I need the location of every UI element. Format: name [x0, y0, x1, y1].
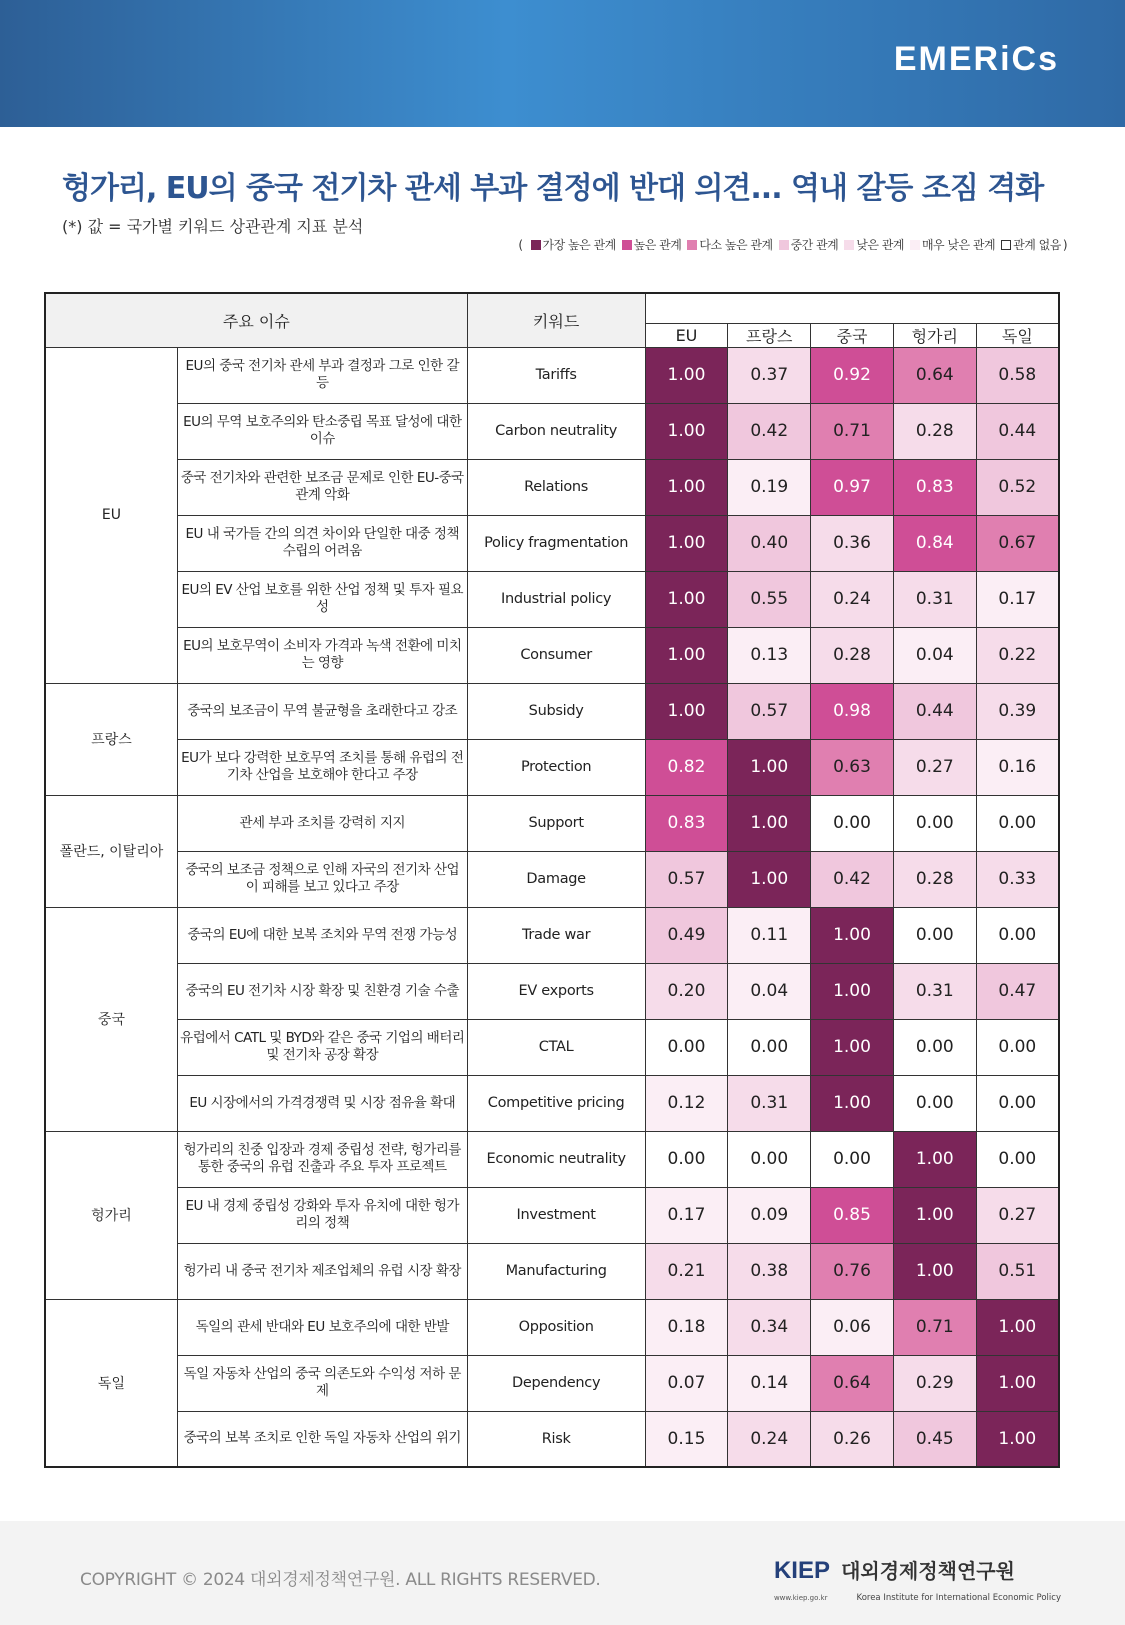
value-cell: 0.57	[728, 683, 811, 739]
keyword-cell: Risk	[467, 1411, 645, 1467]
keyword-cell: CTAL	[467, 1019, 645, 1075]
value-cell: 0.29	[893, 1355, 976, 1411]
country-header: 중국	[811, 323, 894, 347]
issue-cell: 중국의 보복 조치로 인한 독일 자동차 산업의 위기	[177, 1411, 467, 1467]
value-cell: 0.57	[645, 851, 728, 907]
correlation-table	[44, 292, 1060, 1468]
table-row	[45, 515, 1059, 571]
copyright: COPYRIGHT © 2024 대외경제정책연구원. ALL RIGHTS RESERVED.	[80, 1570, 601, 1590]
issue-cell: 중국의 보조금이 무역 불균형을 초래한다고 강조	[177, 683, 467, 739]
value-cell: 1.00	[728, 851, 811, 907]
issue-cell: EU가 보다 강력한 보호무역 조치를 통해 유럽의 전기차 산업을 보호해야 한다고 주장	[177, 739, 467, 795]
keyword-cell: EV exports	[467, 963, 645, 1019]
legend-close: )	[1062, 237, 1067, 252]
value-cell: 1.00	[976, 1355, 1059, 1411]
value-cell: 0.17	[645, 1187, 728, 1243]
value-cell: 0.92	[811, 347, 894, 403]
value-cell: 0.71	[893, 1299, 976, 1355]
table-body	[45, 347, 1059, 1467]
value-cell: 1.00	[893, 1131, 976, 1187]
value-cell: 1.00	[893, 1187, 976, 1243]
header-country-group	[645, 293, 1059, 323]
value-cell: 0.67	[976, 515, 1059, 571]
value-cell: 0.31	[893, 571, 976, 627]
header-issue: 주요 이슈	[45, 293, 467, 347]
issue-cell: EU 시장에서의 가격경쟁력 및 시장 점유율 확대	[177, 1075, 467, 1131]
issue-cell: EU 내 경제 중립성 강화와 투자 유치에 대한 헝가리의 정책	[177, 1187, 467, 1243]
value-cell: 0.83	[893, 459, 976, 515]
group-cell: 중국	[45, 907, 177, 1131]
value-cell: 0.42	[728, 403, 811, 459]
value-cell: 1.00	[645, 459, 728, 515]
value-cell: 0.21	[645, 1243, 728, 1299]
legend-swatch	[779, 240, 789, 250]
group-cell: 폴란드, 이탈리아	[45, 795, 177, 907]
issue-cell: EU의 중국 전기차 관세 부과 결정과 그로 인한 갈등	[177, 347, 467, 403]
value-cell: 0.00	[976, 795, 1059, 851]
legend-swatch	[687, 240, 697, 250]
table-row	[45, 403, 1059, 459]
value-cell: 0.71	[811, 403, 894, 459]
value-cell: 0.39	[976, 683, 1059, 739]
value-cell: 0.00	[728, 1131, 811, 1187]
table-row	[45, 1299, 1059, 1355]
subtitle: (*) 값 = 국가별 키워드 상관관계 지표 분석	[62, 217, 364, 236]
value-cell: 0.31	[728, 1075, 811, 1131]
keyword-cell: Consumer	[467, 627, 645, 683]
value-cell: 0.97	[811, 459, 894, 515]
keyword-cell: Economic neutrality	[467, 1131, 645, 1187]
issue-cell: EU의 무역 보호주의와 탄소중립 목표 달성에 대한 이슈	[177, 403, 467, 459]
keyword-cell: Carbon neutrality	[467, 403, 645, 459]
value-cell: 0.26	[811, 1411, 894, 1467]
value-cell: 0.28	[811, 627, 894, 683]
group-cell: 독일	[45, 1299, 177, 1467]
keyword-cell: Tariffs	[467, 347, 645, 403]
legend-label: 관계 없음	[1013, 238, 1061, 252]
brand-logo: EMERiCs	[893, 40, 1059, 78]
legend-items	[525, 236, 1061, 253]
value-cell: 1.00	[728, 739, 811, 795]
keyword-cell: Policy fragmentation	[467, 515, 645, 571]
value-cell: 0.15	[645, 1411, 728, 1467]
value-cell: 0.00	[893, 1019, 976, 1075]
value-cell: 0.00	[976, 1075, 1059, 1131]
keyword-cell: Industrial policy	[467, 571, 645, 627]
kiep-name: 대외경제정책연구원	[841, 1559, 1015, 1583]
issue-cell: EU 내 국가들 간의 의견 차이와 단일한 대중 정책 수립의 어려움	[177, 515, 467, 571]
legend-swatch	[844, 240, 854, 250]
legend-label: 중간 관계	[790, 238, 839, 252]
value-cell: 0.07	[645, 1355, 728, 1411]
value-cell: 0.37	[728, 347, 811, 403]
value-cell: 0.00	[976, 907, 1059, 963]
country-header: 헝가리	[893, 323, 976, 347]
value-cell: 0.55	[728, 571, 811, 627]
legend-label: 높은 관계	[633, 238, 682, 252]
kiep-en-name: Korea Institute for International Economic Policy	[856, 1593, 1061, 1603]
table-row	[45, 1075, 1059, 1131]
value-cell: 0.27	[976, 1187, 1059, 1243]
issue-cell: 관세 부과 조치를 강력히 지지	[177, 795, 467, 851]
footer	[0, 1521, 1125, 1625]
value-cell: 1.00	[811, 963, 894, 1019]
value-cell: 1.00	[645, 515, 728, 571]
table-row	[45, 907, 1059, 963]
value-cell: 0.12	[645, 1075, 728, 1131]
value-cell: 0.04	[728, 963, 811, 1019]
value-cell: 0.44	[976, 403, 1059, 459]
value-cell: 0.27	[893, 739, 976, 795]
group-cell: EU	[45, 347, 177, 683]
issue-cell: 독일 자동차 산업의 중국 의존도와 수익성 저하 문제	[177, 1355, 467, 1411]
table-row	[45, 851, 1059, 907]
keyword-cell: Protection	[467, 739, 645, 795]
value-cell: 1.00	[976, 1299, 1059, 1355]
legend-label: 가장 높은 관계	[542, 238, 616, 252]
value-cell: 1.00	[645, 571, 728, 627]
kiep-url: www.kiep.go.kr	[773, 1594, 828, 1602]
value-cell: 0.17	[976, 571, 1059, 627]
value-cell: 0.40	[728, 515, 811, 571]
value-cell: 0.00	[645, 1019, 728, 1075]
value-cell: 0.63	[811, 739, 894, 795]
legend-swatch	[1001, 240, 1011, 250]
value-cell: 0.47	[976, 963, 1059, 1019]
value-cell: 0.00	[728, 1019, 811, 1075]
value-cell: 0.04	[893, 627, 976, 683]
value-cell: 0.51	[976, 1243, 1059, 1299]
legend-label: 낮은 관계	[856, 238, 904, 252]
value-cell: 0.49	[645, 907, 728, 963]
issue-cell: 중국의 보조금 정책으로 인해 자국의 전기차 산업이 피해를 보고 있다고 주장	[177, 851, 467, 907]
value-cell: 0.19	[728, 459, 811, 515]
value-cell: 0.00	[976, 1019, 1059, 1075]
value-cell: 0.18	[645, 1299, 728, 1355]
value-cell: 0.16	[976, 739, 1059, 795]
table-row	[45, 1187, 1059, 1243]
value-cell: 0.00	[976, 1131, 1059, 1187]
value-cell: 0.24	[811, 571, 894, 627]
keyword-cell: Damage	[467, 851, 645, 907]
value-cell: 0.64	[893, 347, 976, 403]
value-cell: 0.00	[811, 795, 894, 851]
value-cell: 0.76	[811, 1243, 894, 1299]
value-cell: 0.09	[728, 1187, 811, 1243]
value-cell: 0.83	[645, 795, 728, 851]
value-cell: 0.06	[811, 1299, 894, 1355]
value-cell: 0.28	[893, 403, 976, 459]
value-cell: 1.00	[645, 347, 728, 403]
keyword-cell: Trade war	[467, 907, 645, 963]
table-row	[45, 1131, 1059, 1187]
value-cell: 0.00	[893, 795, 976, 851]
value-cell: 1.00	[645, 683, 728, 739]
legend-swatch	[622, 240, 632, 250]
value-cell: 0.00	[893, 907, 976, 963]
value-cell: 0.00	[811, 1131, 894, 1187]
value-cell: 0.24	[728, 1411, 811, 1467]
value-cell: 0.33	[976, 851, 1059, 907]
table-row	[45, 1019, 1059, 1075]
legend	[518, 236, 1067, 253]
country-header: EU	[645, 323, 728, 347]
value-cell: 0.31	[893, 963, 976, 1019]
value-cell: 0.36	[811, 515, 894, 571]
issue-cell: 중국의 EU에 대한 보복 조치와 무역 전쟁 가능성	[177, 907, 467, 963]
keyword-cell: Dependency	[467, 1355, 645, 1411]
value-cell: 0.34	[728, 1299, 811, 1355]
issue-cell: 중국의 EU 전기차 시장 확장 및 친환경 기술 수출	[177, 963, 467, 1019]
keyword-cell: Relations	[467, 459, 645, 515]
keyword-cell: Competitive pricing	[467, 1075, 645, 1131]
value-cell: 0.20	[645, 963, 728, 1019]
value-cell: 0.00	[645, 1131, 728, 1187]
page-title: 헝가리, EU의 중국 전기차 관세 부과 결정에 반대 의견... 역내 갈등 조짐 격화	[62, 171, 1044, 206]
table-row	[45, 571, 1059, 627]
keyword-cell: Subsidy	[467, 683, 645, 739]
table-row	[45, 963, 1059, 1019]
value-cell: 1.00	[893, 1243, 976, 1299]
issue-cell: 중국 전기차와 관련한 보조금 문제로 인한 EU-중국 관계 악화	[177, 459, 467, 515]
legend-label: 다소 높은 관계	[699, 238, 773, 252]
value-cell: 0.42	[811, 851, 894, 907]
header-keyword: 키워드	[467, 293, 645, 347]
value-cell: 0.13	[728, 627, 811, 683]
value-cell: 0.58	[976, 347, 1059, 403]
country-header: 프랑스	[728, 323, 811, 347]
issue-cell: 헝가리의 친중 입장과 경제 중립성 전략, 헝가리를 통한 중국의 유럽 진출과 주요 투자 프로젝트	[177, 1131, 467, 1187]
table-row	[45, 627, 1059, 683]
value-cell: 0.28	[893, 851, 976, 907]
keyword-cell: Manufacturing	[467, 1243, 645, 1299]
issue-cell: 헝가리 내 중국 전기차 제조업체의 유럽 시장 확장	[177, 1243, 467, 1299]
issue-cell: EU의 EV 산업 보호를 위한 산업 정책 및 투자 필요성	[177, 571, 467, 627]
value-cell: 0.38	[728, 1243, 811, 1299]
kiep-mark: KIEP	[773, 1557, 830, 1584]
value-cell: 0.98	[811, 683, 894, 739]
value-cell: 1.00	[811, 1019, 894, 1075]
legend-label: 매우 낮은 관계	[921, 238, 996, 252]
issue-cell: 유럽에서 CATL 및 BYD와 같은 중국 기업의 배터리 및 전기차 공장 확장	[177, 1019, 467, 1075]
issue-cell: 독일의 관세 반대와 EU 보호주의에 대한 반발	[177, 1299, 467, 1355]
value-cell: 0.00	[893, 1075, 976, 1131]
value-cell: 1.00	[811, 907, 894, 963]
keyword-cell: Opposition	[467, 1299, 645, 1355]
value-cell: 1.00	[645, 627, 728, 683]
value-cell: 1.00	[645, 403, 728, 459]
issue-cell: EU의 보호무역이 소비자 가격과 녹색 전환에 미치는 영향	[177, 627, 467, 683]
group-cell: 헝가리	[45, 1131, 177, 1299]
value-cell: 0.85	[811, 1187, 894, 1243]
group-cell: 프랑스	[45, 683, 177, 795]
table-row	[45, 1411, 1059, 1467]
value-cell: 0.14	[728, 1355, 811, 1411]
header-band	[0, 0, 1125, 127]
value-cell: 0.84	[893, 515, 976, 571]
table-row	[45, 739, 1059, 795]
value-cell: 0.11	[728, 907, 811, 963]
value-cell: 1.00	[811, 1075, 894, 1131]
value-cell: 0.82	[645, 739, 728, 795]
country-header: 독일	[976, 323, 1059, 347]
value-cell: 0.22	[976, 627, 1059, 683]
value-cell: 0.44	[893, 683, 976, 739]
value-cell: 1.00	[728, 795, 811, 851]
value-cell: 0.45	[893, 1411, 976, 1467]
table-row	[45, 1243, 1059, 1299]
value-cell: 0.64	[811, 1355, 894, 1411]
legend-swatch	[531, 240, 541, 250]
table-row	[45, 683, 1059, 739]
value-cell: 1.00	[976, 1411, 1059, 1467]
value-cell: 0.52	[976, 459, 1059, 515]
legend-swatch	[910, 240, 920, 250]
table-row	[45, 459, 1059, 515]
kiep-logo	[774, 1555, 1061, 1604]
table-row	[45, 795, 1059, 851]
table-row	[45, 347, 1059, 403]
keyword-cell: Support	[467, 795, 645, 851]
legend-open: (	[518, 237, 523, 252]
table-row	[45, 1355, 1059, 1411]
keyword-cell: Investment	[467, 1187, 645, 1243]
